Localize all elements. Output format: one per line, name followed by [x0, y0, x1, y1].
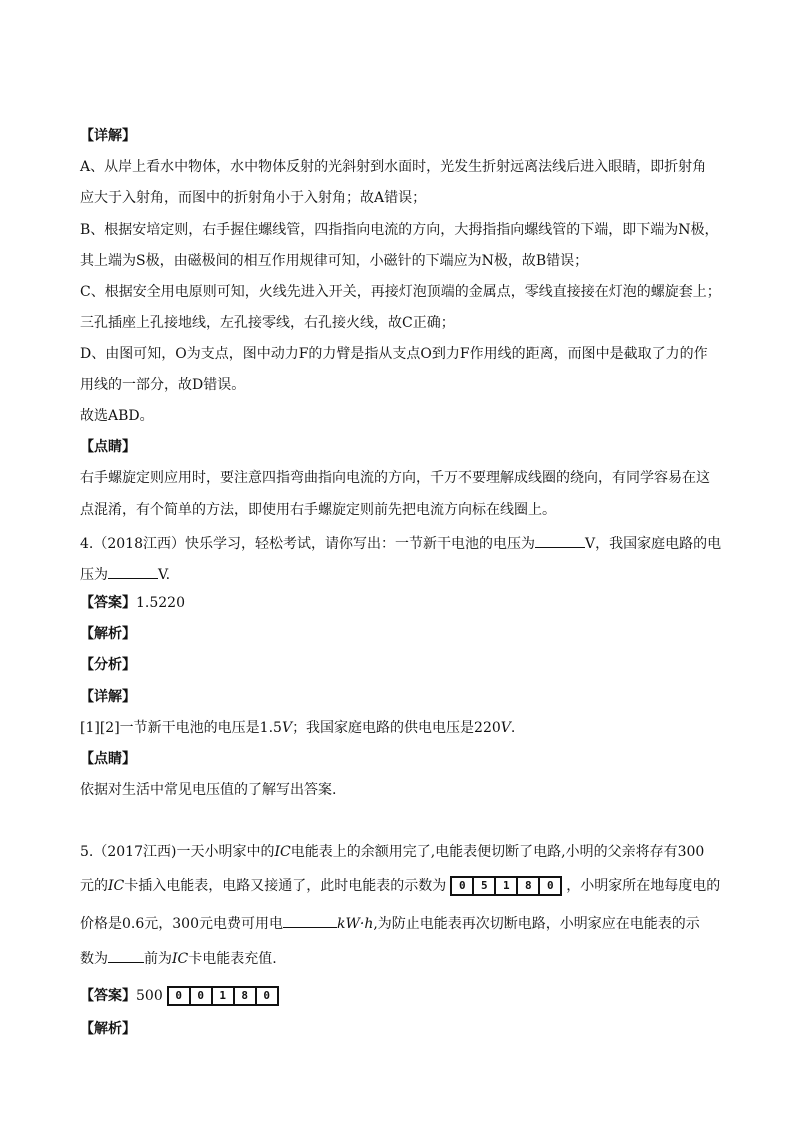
explanation-b-line-2: 其上端为S极，由磁极间的相互作用规律可知，小磁针的下端应为N极，故B错误； — [80, 253, 589, 269]
answer-label: 【答案】 — [80, 595, 136, 611]
question-5-line-3 — [80, 911, 720, 934]
meter-digit: 0 — [452, 878, 474, 894]
question-5-text-part-7: ,为防止电能表再次切断电路，小明家应在电能表的示 — [373, 916, 700, 932]
question-5-text-part-9: 前为 — [144, 951, 172, 967]
meter-digit: 5 — [474, 878, 496, 894]
ic-label: IC — [108, 878, 125, 894]
question-5-answer — [80, 986, 720, 1006]
question-4-text-part-4: V. — [158, 567, 171, 583]
voltage-battery-blank — [535, 531, 585, 548]
question-4-detail — [80, 718, 720, 738]
meter-digit: 8 — [518, 878, 540, 894]
energy-blank — [283, 911, 337, 928]
analysis-heading: 【分析】 — [80, 657, 136, 673]
question-4-line-1 — [80, 531, 720, 554]
meter-digit: 0 — [263, 989, 271, 1002]
question-5-line-4 — [80, 946, 720, 969]
question-5-text-part-5: ，小明家所在地每度电的 — [566, 878, 721, 894]
question-4-text-part-2: V，我国家庭电路的电 — [585, 536, 722, 552]
comment-heading: 【点睛】 — [80, 439, 136, 455]
meter-reading-blank — [108, 946, 144, 963]
explanation-c-line-2: 三孔插座上孔接地线，左孔接零线，右孔接火线，故C正确； — [80, 315, 455, 331]
detail-text-part-3: . — [510, 720, 516, 736]
meter-digit: 1 — [213, 988, 235, 1004]
question-5-parse-heading: 【解析】 — [80, 1021, 136, 1037]
question-4-line-2 — [80, 562, 720, 585]
question-5-text-part-8: 数为 — [80, 951, 108, 967]
meter-digit: 0 — [191, 988, 213, 1004]
question-4-detail-heading: 【详解】 — [80, 689, 136, 705]
question-5-answer-value: 500 — [136, 988, 163, 1004]
voltage-unit-2: V — [500, 720, 511, 736]
question-5-answer-label: 【答案】 — [80, 988, 136, 1004]
meter-digit: 0 — [169, 988, 191, 1004]
question-5-text-part-1: 5.（2017江西)一天小明家中的 — [80, 844, 275, 860]
voltage-household-blank — [108, 562, 158, 579]
question-4-text-part-3: 压为 — [80, 567, 108, 583]
comment-line-1: 右手螺旋定则应用时，要注意四指弯曲指向电流的方向，千万不要理解成线圈的绕向，有同学容易在这 — [80, 470, 710, 486]
meter-digit: 1 — [496, 878, 518, 894]
explanation-a-line-2: 应大于入射角，而图中的折射角小于入射角；故A错误； — [80, 190, 427, 206]
question-5-line-2 — [80, 876, 720, 896]
answer-value: 1.5220 — [136, 595, 185, 611]
comment-line-2: 点混淆，有个简单的方法，即使用右手螺旋定则前先把电流方向标在线圈上。 — [80, 502, 556, 518]
question-5-text-part-6: 价格是0.6元，300元电费可用电 — [80, 916, 283, 932]
question-5-text-part-10: 卡电能表充值. — [188, 951, 277, 967]
answer-meter-reading — [167, 986, 279, 1006]
voltage-unit-1: V — [281, 720, 293, 736]
energy-unit: kW·h — [337, 916, 374, 932]
energy-meter-reading — [450, 876, 562, 896]
question-4-text-part-1: 4.（2018江西）快乐学习，轻松考试，请你写出：一节新干电池的电压为 — [80, 536, 535, 552]
meter-digit: 0 — [546, 879, 554, 892]
detail-heading: 【详解】 — [80, 128, 136, 144]
explanation-d-line-2: 用线的一部分，故D错误。 — [80, 377, 246, 393]
question-4-comment-heading: 【点睛】 — [80, 751, 136, 767]
question-4-answer — [80, 593, 720, 613]
explanation-c-line-1: C、根据安全用电原则可知，火线先进入开关，再接灯泡顶端的金属点，零线直接接在灯泡的螺旋套上； — [80, 284, 721, 300]
question-5-text-part-4: 卡插入电能表，电路又接通了，此时电能表的示数为 — [124, 878, 447, 894]
detail-text-part-1: [1][2]一节新干电池的电压是1.5 — [80, 720, 282, 736]
detail-text-part-2: ；我国家庭电路的供电电压是220 — [292, 720, 501, 736]
explanation-d-line-1: D、由图可知，O为支点，图中动力F的力臂是指从支点O到力F作用线的距离，而图中是截取了力的作 — [80, 346, 708, 362]
explanation-a-line-1: A、从岸上看水中物体，水中物体反射的光斜射到水面时，光发生折射远离法线后进入眼睛，即折射角 — [80, 159, 707, 175]
question-5-text-part-3: 元的 — [80, 878, 108, 894]
meter-digit: 8 — [235, 988, 257, 1004]
explanation-b-line-1: B、根据安培定则，右手握住螺线管，四指指向电流的方向，大拇指指向螺线管的下端，即下端为N极， — [80, 222, 719, 238]
ic-label: IC — [274, 844, 291, 860]
question-5-text-part-2: 电能表上的余额用完了,电能表便切断了电路,小明的父亲将存有300 — [290, 844, 705, 860]
choice-conclusion: 故选ABD。 — [80, 408, 154, 424]
parse-heading: 【解析】 — [80, 626, 136, 642]
ic-label: IC — [172, 951, 189, 967]
question-5-line-1 — [80, 842, 720, 862]
question-4-comment: 依据对生活中常见电压值的了解写出答案. — [80, 782, 337, 798]
